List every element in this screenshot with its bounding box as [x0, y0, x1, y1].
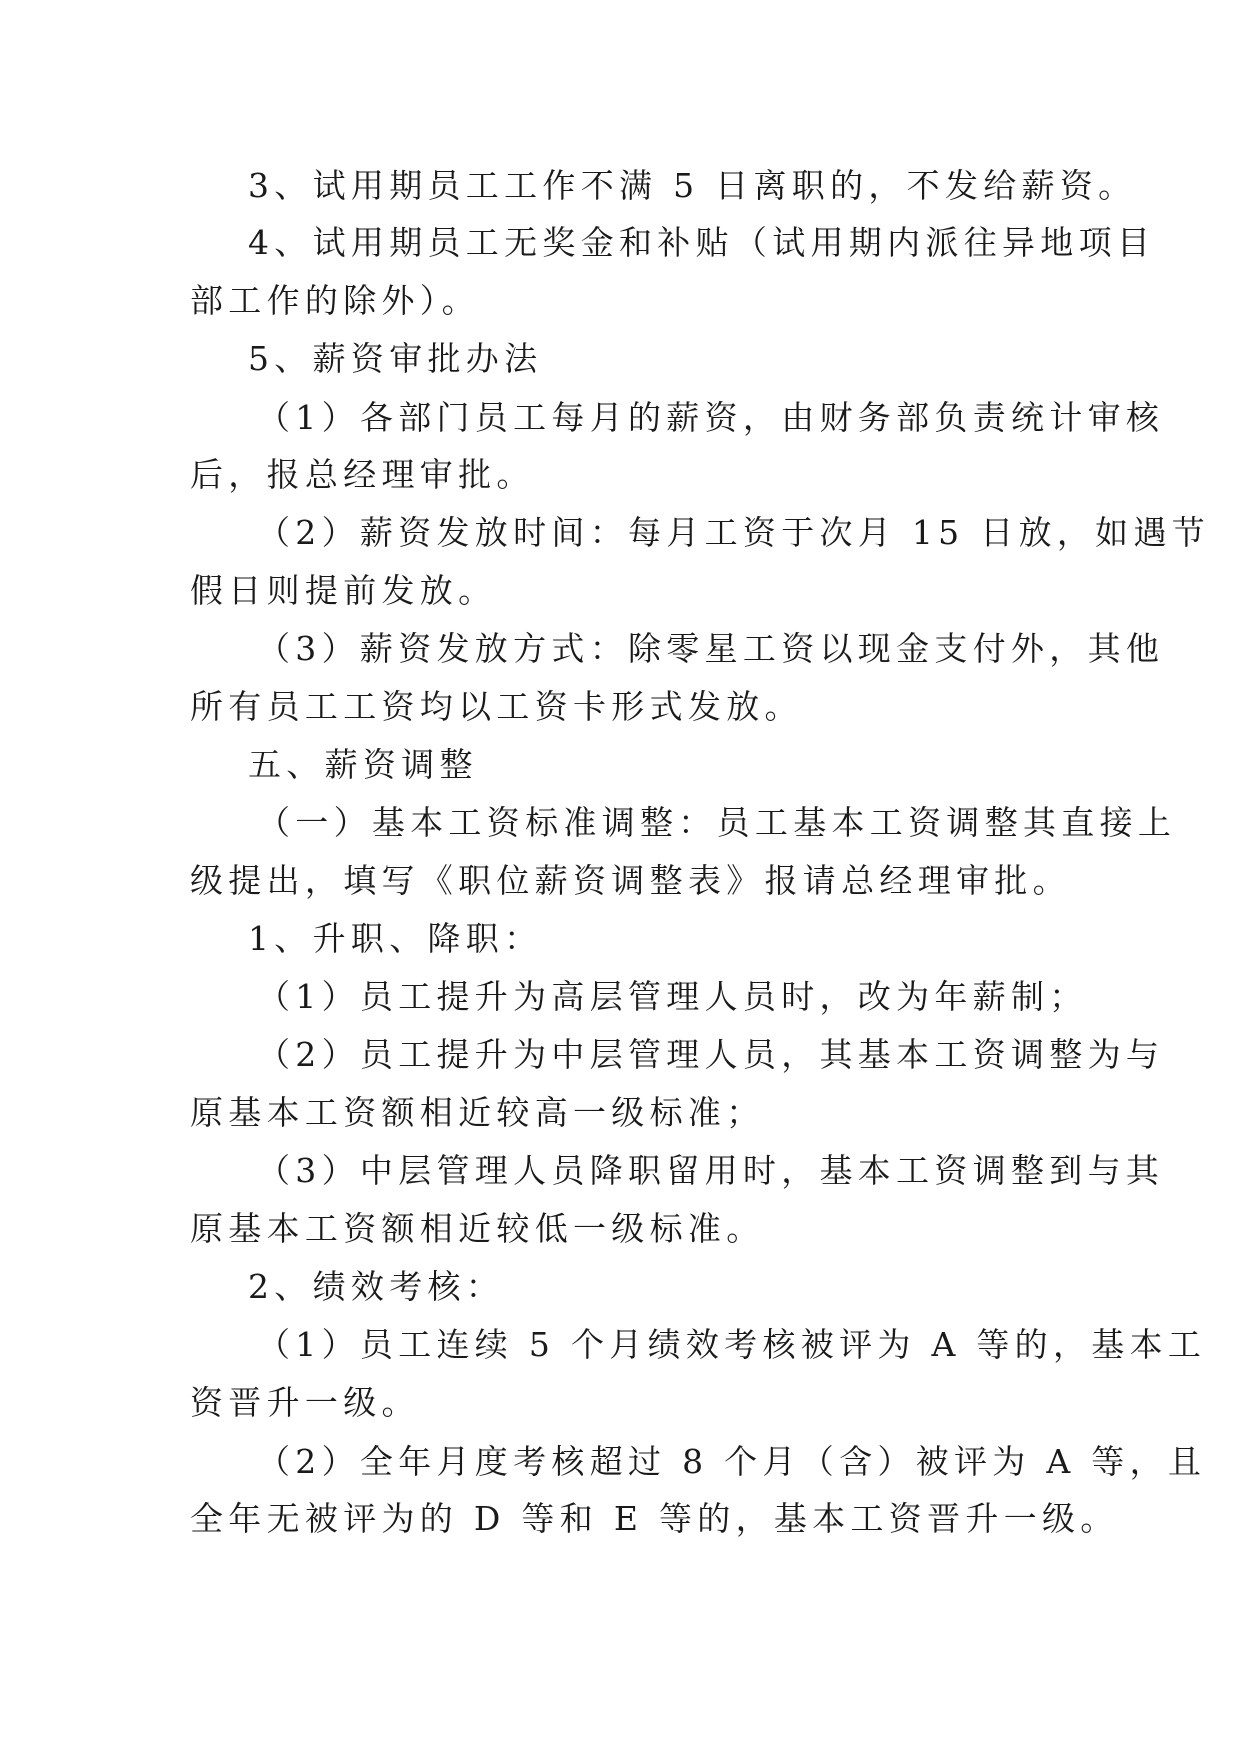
paragraph-line: 1、升职、降职：: [248, 919, 543, 958]
paragraph-line: 所有员工工资均以工资卡形式发放。: [190, 687, 803, 726]
paragraph-line: （1）员工连续 5 个月绩效考核被评为 A 等的，基本工: [257, 1325, 1207, 1364]
paragraph-line: 全年无被评为的 D 等和 E 等的，基本工资晋升一级。: [190, 1499, 1119, 1538]
paragraph-line: 部工作的除外）。: [190, 281, 480, 320]
paragraph-line: （1）员工提升为高层管理人员时，改为年薪制；: [257, 977, 1088, 1016]
paragraph-line: （2）薪资发放时间：每月工资于次月 15 日放，如遇节: [257, 513, 1211, 552]
paragraph-line: （3）中层管理人员降职留用时，基本工资调整到与其: [257, 1151, 1165, 1190]
paragraph-line: 后，报总经理审批。: [190, 455, 535, 494]
paragraph-line: 2、绩效考核：: [248, 1267, 505, 1306]
paragraph-line: （1）各部门员工每月的薪资，由财务部负责统计审核: [257, 398, 1165, 437]
paragraph-line: 级提出，填写《职位薪资调整表》报请总经理审批。: [190, 861, 1071, 900]
paragraph-line: 3、试用期员工工作不满 5 日离职的，不发给薪资。: [248, 166, 1137, 205]
paragraph-line: （一）基本工资标准调整：员工基本工资调整其直接上: [257, 803, 1177, 842]
paragraph-line: （2）全年月度考核超过 8 个月（含）被评为 A 等，且: [257, 1442, 1207, 1481]
paragraph-line: 5、薪资审批办法: [248, 339, 543, 378]
paragraph-line: 假日则提前发放。: [190, 571, 497, 610]
paragraph-line: 原基本工资额相近较低一级标准。: [190, 1209, 765, 1248]
paragraph-line: （2）员工提升为中层管理人员，其基本工资调整为与: [257, 1035, 1165, 1074]
paragraph-line: 资晋升一级。: [190, 1383, 420, 1422]
paragraph-line: 原基本工资额相近较高一级标准；: [190, 1093, 765, 1132]
paragraph-line: （3）薪资发放方式：除零星工资以现金支付外，其他: [257, 629, 1165, 668]
section-heading: 五、薪资调整: [248, 745, 478, 784]
paragraph-line: 4、试用期员工无奖金和补贴（试用期内派往异地项目: [248, 223, 1156, 262]
